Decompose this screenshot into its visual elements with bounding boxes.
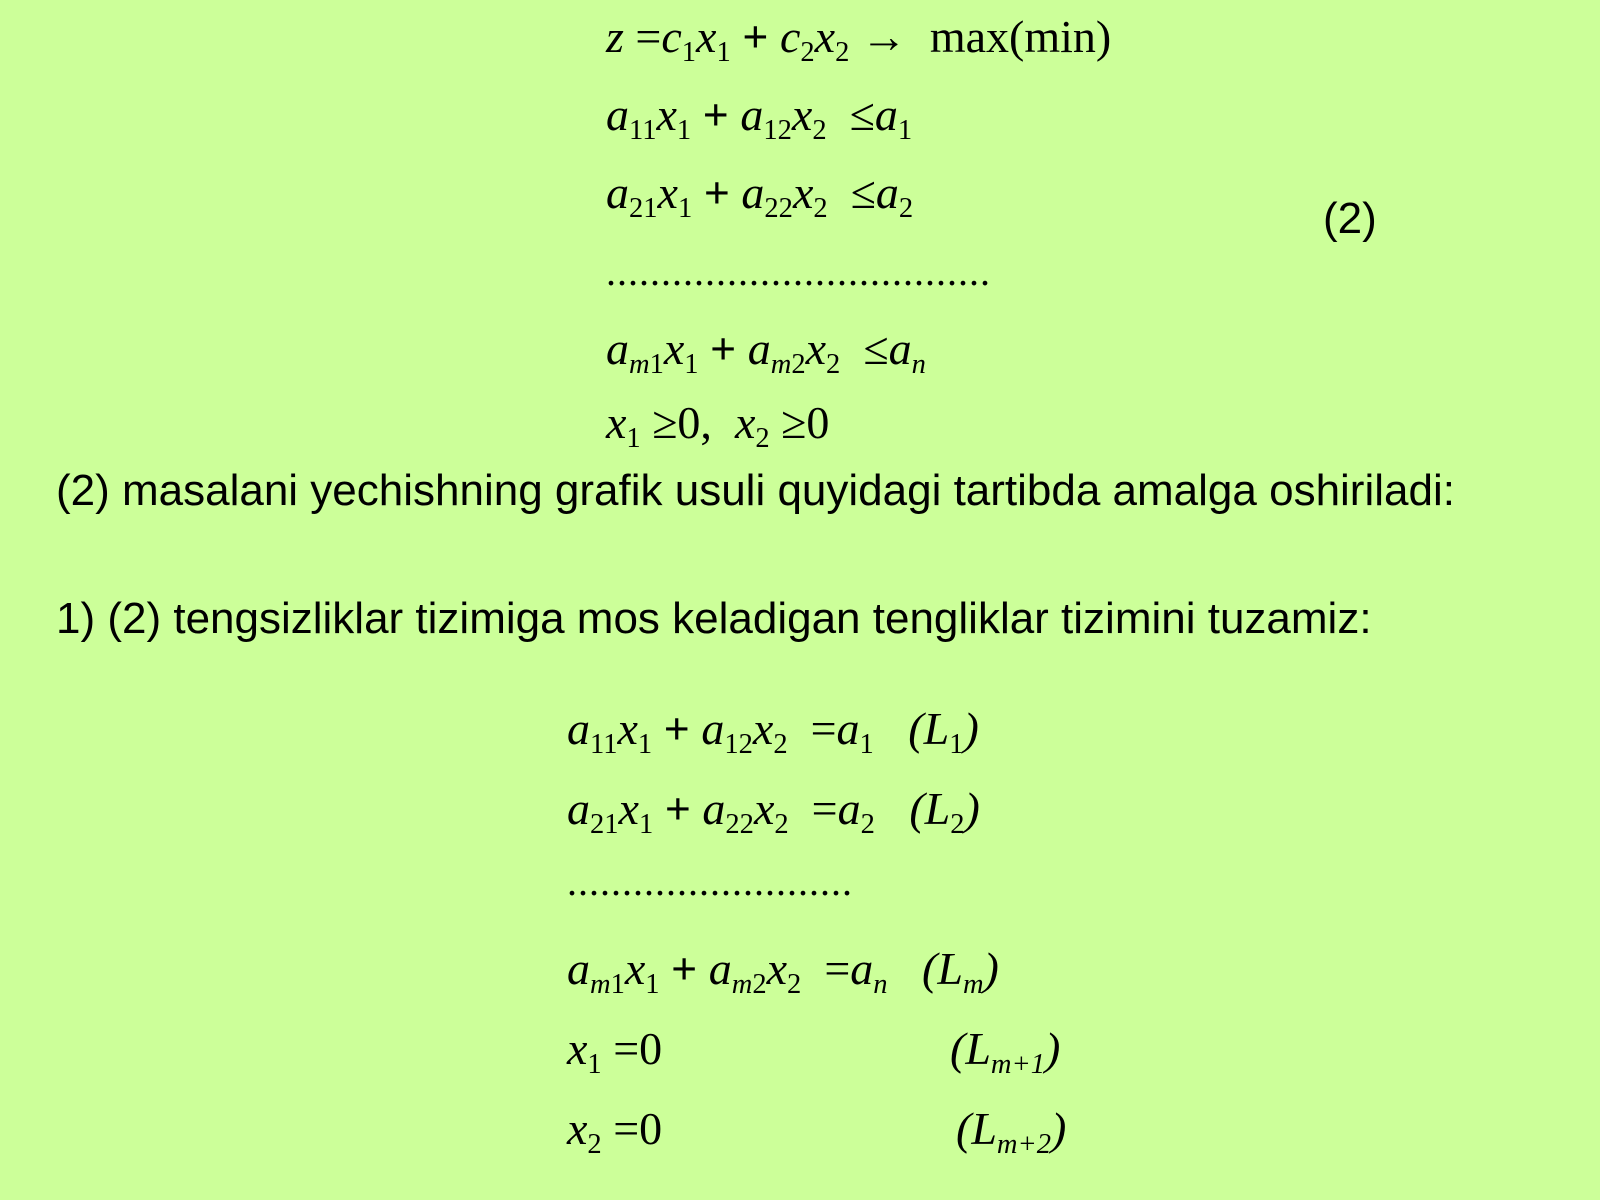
equality-x1 xyxy=(567,1023,663,1081)
var: x xyxy=(606,397,627,448)
equals-sign: = xyxy=(824,943,851,994)
var-sub: 2 xyxy=(813,193,828,225)
coef-sub: 22 xyxy=(764,193,793,225)
line-label: L xyxy=(965,1023,991,1074)
label-paren: ) xyxy=(963,703,979,754)
equals-sign: =0 xyxy=(613,1103,663,1154)
var: x xyxy=(805,323,827,374)
var: x xyxy=(624,943,646,994)
relation-sign: ≥0 xyxy=(781,397,830,448)
equals-sign: =0 xyxy=(613,1023,663,1074)
objective-function xyxy=(606,11,1112,69)
var: x xyxy=(766,943,788,994)
intro-paragraph: (2) masalani yechishning grafik usuli quyidagi tartibda amalga oshiriladi: xyxy=(56,466,1455,515)
step-1-text: 1) (2) tengsizliklar tizimiga mos keladigan tengliklar tizimini tuzamiz: xyxy=(56,594,1372,643)
var-sub: 1 xyxy=(626,423,641,455)
var: x xyxy=(567,1103,588,1154)
var-sub: 2 xyxy=(826,349,841,381)
var: x xyxy=(657,167,678,218)
var: x xyxy=(734,397,756,448)
coef-sub: 12 xyxy=(763,115,792,147)
coef-sub: 11 xyxy=(629,115,657,147)
c1-sub: 1 xyxy=(681,37,697,69)
coef-sub-num: 2 xyxy=(791,349,806,381)
x1-var: x xyxy=(696,11,717,62)
rhs-sub: 2 xyxy=(860,809,875,841)
var: x xyxy=(752,703,774,754)
coef-sub: 22 xyxy=(725,809,754,841)
coef: a xyxy=(606,89,629,140)
arrow-icon: → xyxy=(860,11,907,62)
plus-sign: + xyxy=(663,703,690,754)
var: x xyxy=(617,703,638,754)
coef-sub: 21 xyxy=(629,193,658,225)
label-paren: ) xyxy=(1051,1103,1067,1154)
coef-sub-num: 1 xyxy=(610,969,625,1001)
line-label: L xyxy=(971,1103,997,1154)
rhs: a xyxy=(875,167,899,218)
label-lm2 xyxy=(956,1103,1067,1161)
coef: a xyxy=(567,783,590,834)
var-sub: 1 xyxy=(638,809,654,841)
c2-var: c xyxy=(779,11,801,62)
line-label-sub: m+2 xyxy=(996,1129,1052,1161)
var: x xyxy=(618,783,639,834)
c2-sub: 2 xyxy=(800,37,815,69)
equals-sign: = xyxy=(635,11,662,62)
equation-number: (2) xyxy=(1323,194,1377,243)
var: x xyxy=(792,167,814,218)
coef: a xyxy=(708,943,732,994)
x2-sub: 2 xyxy=(835,37,850,69)
equals-sign: = xyxy=(810,703,837,754)
var: x xyxy=(567,1023,588,1074)
line-label: L xyxy=(924,783,951,834)
line-label: L xyxy=(923,703,950,754)
rhs: a xyxy=(850,943,874,994)
coef-sub: 21 xyxy=(590,809,619,841)
var: x xyxy=(753,783,775,834)
var: x xyxy=(791,89,813,140)
plus-sign: + xyxy=(702,89,729,140)
z-var: z xyxy=(606,11,624,62)
coef: a xyxy=(702,783,726,834)
constraint-2 xyxy=(606,167,914,225)
coef-sub-index: m xyxy=(629,349,650,381)
label-paren: ( xyxy=(922,943,938,994)
rhs-sub: 2 xyxy=(898,193,914,225)
coef: a xyxy=(740,89,764,140)
ellipsis-row: .......................... xyxy=(567,859,853,904)
coef: a xyxy=(701,703,725,754)
var: x xyxy=(663,323,685,374)
line-label: L xyxy=(937,943,963,994)
label-paren: ( xyxy=(956,1103,972,1154)
label-paren: ( xyxy=(950,1023,966,1074)
rhs-sub: n xyxy=(911,349,926,381)
coef-sub-index: m xyxy=(731,969,753,1001)
equality-2 xyxy=(567,783,980,841)
coef-sub-num: 2 xyxy=(752,969,767,1001)
relation-sign: ≤ xyxy=(849,89,875,140)
equality-1 xyxy=(567,703,979,761)
plus-sign: + xyxy=(710,323,737,374)
relation-sign: ≤ xyxy=(863,323,889,374)
coef: a xyxy=(606,323,629,374)
label-paren: ( xyxy=(909,783,925,834)
objective-goal: max(min) xyxy=(929,11,1112,62)
var-sub: 1 xyxy=(587,1049,602,1081)
var-sub: 2 xyxy=(774,809,789,841)
rhs: a xyxy=(836,703,860,754)
coef-sub-num: 1 xyxy=(649,349,664,381)
var-sub: 1 xyxy=(684,349,699,381)
label-paren: ) xyxy=(1045,1023,1061,1074)
label-lm1 xyxy=(950,1023,1061,1081)
var-sub: 1 xyxy=(637,729,653,761)
plus-sign: + xyxy=(703,167,730,218)
coef: a xyxy=(567,703,590,754)
line-label-sub: m+1 xyxy=(990,1049,1046,1081)
var-sub: 1 xyxy=(676,115,692,147)
var-sub: 1 xyxy=(645,969,660,1001)
nonnegativity-constraints xyxy=(606,397,830,455)
constraint-1 xyxy=(606,89,913,147)
label-paren: ( xyxy=(908,703,924,754)
coef: a xyxy=(567,943,590,994)
equality-x2 xyxy=(567,1103,663,1161)
plus-sign: + xyxy=(664,783,691,834)
coef-sub-index: m xyxy=(590,969,611,1001)
equals-sign: = xyxy=(811,783,838,834)
x2-var: x xyxy=(814,11,836,62)
var: x xyxy=(656,89,677,140)
relation-sign: ≥0, xyxy=(652,397,712,448)
rhs: a xyxy=(888,323,912,374)
rhs: a xyxy=(874,89,898,140)
line-label-sub: m xyxy=(962,969,984,1001)
coef: a xyxy=(606,167,629,218)
coef-sub: 12 xyxy=(724,729,753,761)
var-sub: 2 xyxy=(773,729,788,761)
relation-sign: ≤ xyxy=(850,167,876,218)
plus-sign: + xyxy=(671,943,698,994)
coef: a xyxy=(741,167,765,218)
line-label-sub: 2 xyxy=(950,809,965,841)
var-sub: 2 xyxy=(787,969,802,1001)
rhs-sub: n xyxy=(873,969,888,1001)
plus-sign: + xyxy=(742,11,769,62)
line-label-sub: 1 xyxy=(949,729,964,761)
label-paren: ) xyxy=(983,943,999,994)
var-sub: 2 xyxy=(587,1129,602,1161)
equality-m xyxy=(567,943,999,1001)
c1-var: c xyxy=(661,11,682,62)
x1-sub: 1 xyxy=(716,37,731,69)
constraint-m xyxy=(606,323,926,381)
coef-sub: 11 xyxy=(590,729,618,761)
label-paren: ) xyxy=(964,783,980,834)
var-sub: 1 xyxy=(677,193,693,225)
rhs: a xyxy=(837,783,861,834)
coef: a xyxy=(747,323,771,374)
var-sub: 2 xyxy=(812,115,827,147)
ellipsis-row: ................................... xyxy=(606,249,991,294)
coef-sub-index: m xyxy=(770,349,792,381)
rhs-sub: 1 xyxy=(859,729,874,761)
rhs-sub: 1 xyxy=(897,115,913,147)
var-sub: 2 xyxy=(755,423,770,455)
